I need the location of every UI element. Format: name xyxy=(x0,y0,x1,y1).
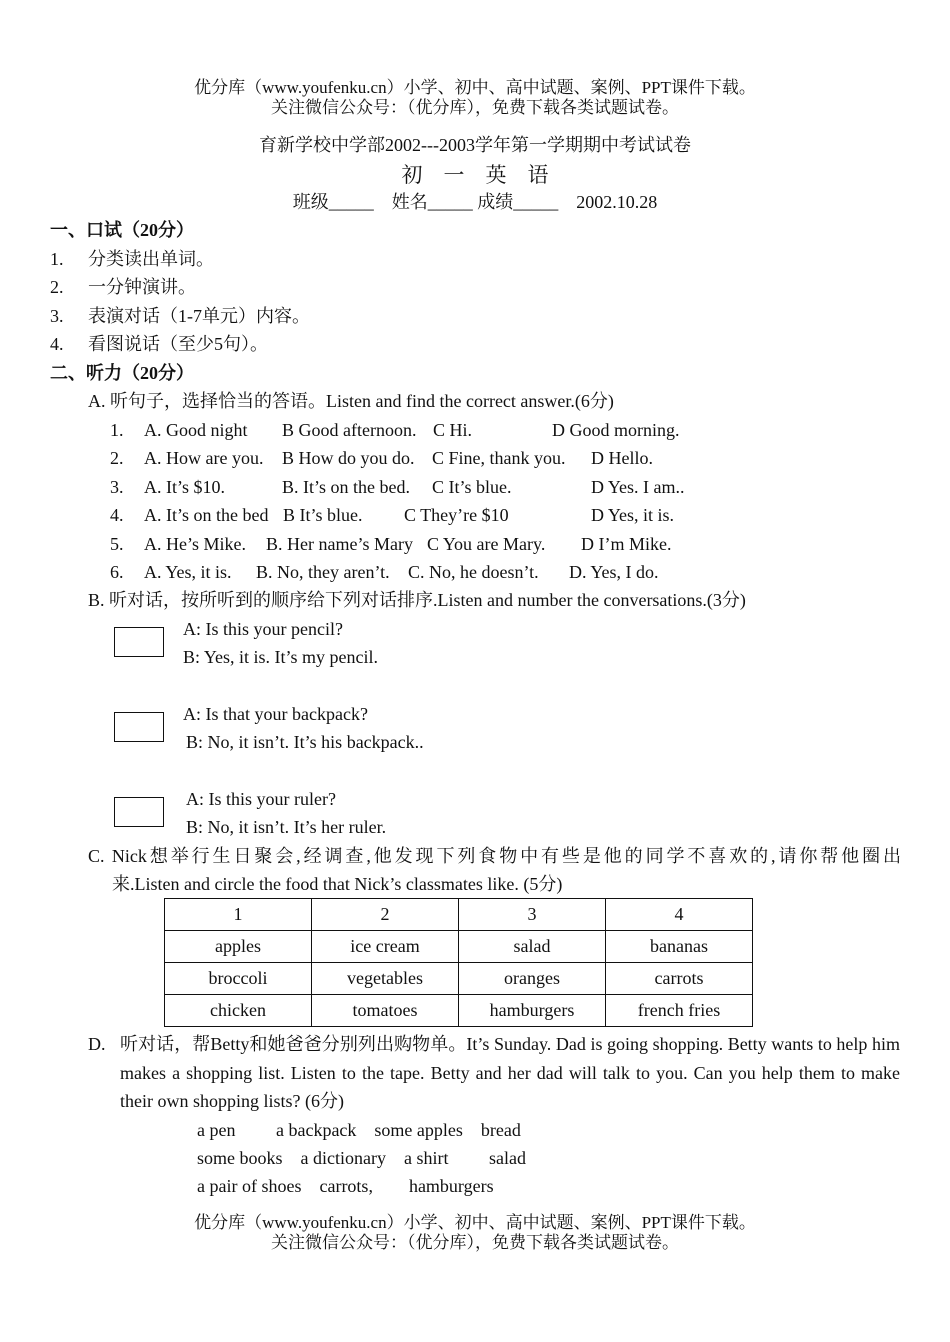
food-cell[interactable]: salad xyxy=(459,931,606,963)
food-cell[interactable]: bananas xyxy=(606,931,753,963)
food-cell[interactable]: carrots xyxy=(606,963,753,995)
food-cell[interactable]: chicken xyxy=(165,995,312,1027)
option-a: A. He’s Mike. xyxy=(144,534,246,554)
food-table xyxy=(164,898,753,1027)
option-d: D. Yes, I do. xyxy=(569,562,659,582)
option-b: B It’s blue. xyxy=(283,505,363,525)
footer-line-1: 优分库（www.youfenku.cn）小学、初中、高中试题、案例、PPT课件下载。 xyxy=(194,1213,756,1232)
header-line-1: 优分库（www.youfenku.cn）小学、初中、高中试题、案例、PPT课件下载。 xyxy=(194,78,756,97)
dialog-line-b: B: No, it isn’t. It’s her ruler. xyxy=(186,817,387,837)
list-item-number: 2. xyxy=(50,277,64,297)
food-cell[interactable]: vegetables xyxy=(312,963,459,995)
question-number: 1. xyxy=(110,420,124,440)
answer-box[interactable] xyxy=(114,627,164,657)
list-item: 表演对话（1-7单元）内容。 xyxy=(88,306,310,326)
question-number: 6. xyxy=(110,562,124,582)
dialog-line-b: B: Yes, it is. It’s my pencil. xyxy=(183,647,379,667)
header-line-2: 关注微信公众号：（优分库），免费下载各类试题试卷。 xyxy=(271,98,679,117)
option-c: C Hi. xyxy=(433,420,473,440)
option-b: B. Her name’s Mary xyxy=(266,534,413,554)
section-2-title: 二、听力（20分） xyxy=(50,363,194,383)
table-header-row xyxy=(165,899,753,931)
dialog-line-a: A: Is that your backpack? xyxy=(183,704,368,724)
part-b-instruction: B. 听对话，按所听到的顺序给下列对话排序.Listen and number the conversations.(3分) xyxy=(88,590,746,610)
option-c: C. No, he doesn’t. xyxy=(408,562,539,582)
word-row: a pair of shoes carrots, hamburgers xyxy=(197,1176,494,1196)
food-cell[interactable]: oranges xyxy=(459,963,606,995)
school-title: 育新学校中学部2002---2003学年第一学期期中考试试卷 xyxy=(259,135,691,155)
food-cell[interactable]: hamburgers xyxy=(459,995,606,1027)
option-a: A. How are you. xyxy=(144,448,264,468)
list-item-number: 1. xyxy=(50,249,64,269)
part-d-instruction: 听对话，帮Betty和她爸爸分别列出购物单。It’s Sunday. Dad is going shopping. Betty wants to help him makes a shopping list. Listen to the tape. Betty and her dad will talk to you. Can you help them to make their own shopping lists? (6分) xyxy=(120,1034,900,1111)
option-a: A. Good night xyxy=(144,420,248,440)
option-a: A. It’s $10. xyxy=(144,477,225,497)
list-item: 看图说话（至少5句）。 xyxy=(88,334,268,354)
part-c-instruction-line-1: C. Nick想举行生日聚会,经调查,他发现下列食物中有些是他的同学不喜欢的,请你帮他圈出 xyxy=(88,846,901,866)
table-header-cell: 3 xyxy=(459,899,606,931)
list-item: 分类读出单词。 xyxy=(88,249,214,269)
option-d: D I’m Mike. xyxy=(581,534,672,554)
option-b: B. It’s on the bed. xyxy=(282,477,410,497)
food-cell[interactable]: ice cream xyxy=(312,931,459,963)
table-row xyxy=(165,995,753,1027)
word-row: some books a dictionary a shirt salad xyxy=(197,1148,526,1168)
question-number: 4. xyxy=(110,505,124,525)
list-item-number: 4. xyxy=(50,334,64,354)
food-cell[interactable]: apples xyxy=(165,931,312,963)
option-d: D Yes, it is. xyxy=(591,505,675,525)
student-info-line: 班级_____ 姓名_____ 成绩_____ 2002.10.28 xyxy=(292,192,658,212)
question-number: 2. xyxy=(110,448,124,468)
option-a: A. Yes, it is. xyxy=(144,562,232,582)
table-row xyxy=(165,963,753,995)
table-header-cell: 1 xyxy=(165,899,312,931)
answer-box[interactable] xyxy=(114,797,164,827)
part-c-instruction-line-2: 来.Listen and circle the food that Nick’s classmates like. (5分) xyxy=(112,874,563,894)
option-d: D Hello. xyxy=(591,448,653,468)
table-header-cell: 2 xyxy=(312,899,459,931)
option-a: A. It’s on the bed xyxy=(144,505,269,525)
dialog-line-b: B: No, it isn’t. It’s his backpack.. xyxy=(186,732,424,752)
option-c: C It’s blue. xyxy=(432,477,512,497)
option-b: B. No, they aren’t. xyxy=(256,562,390,582)
word-row: a pen a backpack some apples bread xyxy=(197,1120,521,1140)
option-c: C They’re $10 xyxy=(404,505,509,525)
dialog-line-a: A: Is this your pencil? xyxy=(183,619,343,639)
food-cell[interactable]: french fries xyxy=(606,995,753,1027)
footer-line-2: 关注微信公众号：（优分库），免费下载各类试题试卷。 xyxy=(271,1233,679,1252)
subject-title: 初 一 英 语 xyxy=(401,163,549,187)
section-1-title: 一、口试（20分） xyxy=(50,220,194,240)
question-number: 3. xyxy=(110,477,124,497)
option-d: D Good morning. xyxy=(552,420,680,440)
table-row xyxy=(165,931,753,963)
table-header-cell: 4 xyxy=(606,899,753,931)
part-d-label: D. xyxy=(88,1034,106,1054)
option-c: C You are Mary. xyxy=(427,534,546,554)
question-number: 5. xyxy=(110,534,124,554)
dialog-line-a: A: Is this your ruler? xyxy=(186,789,336,809)
option-b: B Good afternoon. xyxy=(282,420,417,440)
option-b: B How do you do. xyxy=(282,448,415,468)
list-item: 一分钟演讲。 xyxy=(88,277,196,297)
option-c: C Fine, thank you. xyxy=(432,448,566,468)
list-item-number: 3. xyxy=(50,306,64,326)
option-d: D Yes. I am.. xyxy=(591,477,685,497)
food-cell[interactable]: tomatoes xyxy=(312,995,459,1027)
part-a-instruction: A. 听句子，选择恰当的答语。Listen and find the correct answer.(6分) xyxy=(88,391,614,411)
food-cell[interactable]: broccoli xyxy=(165,963,312,995)
answer-box[interactable] xyxy=(114,712,164,742)
